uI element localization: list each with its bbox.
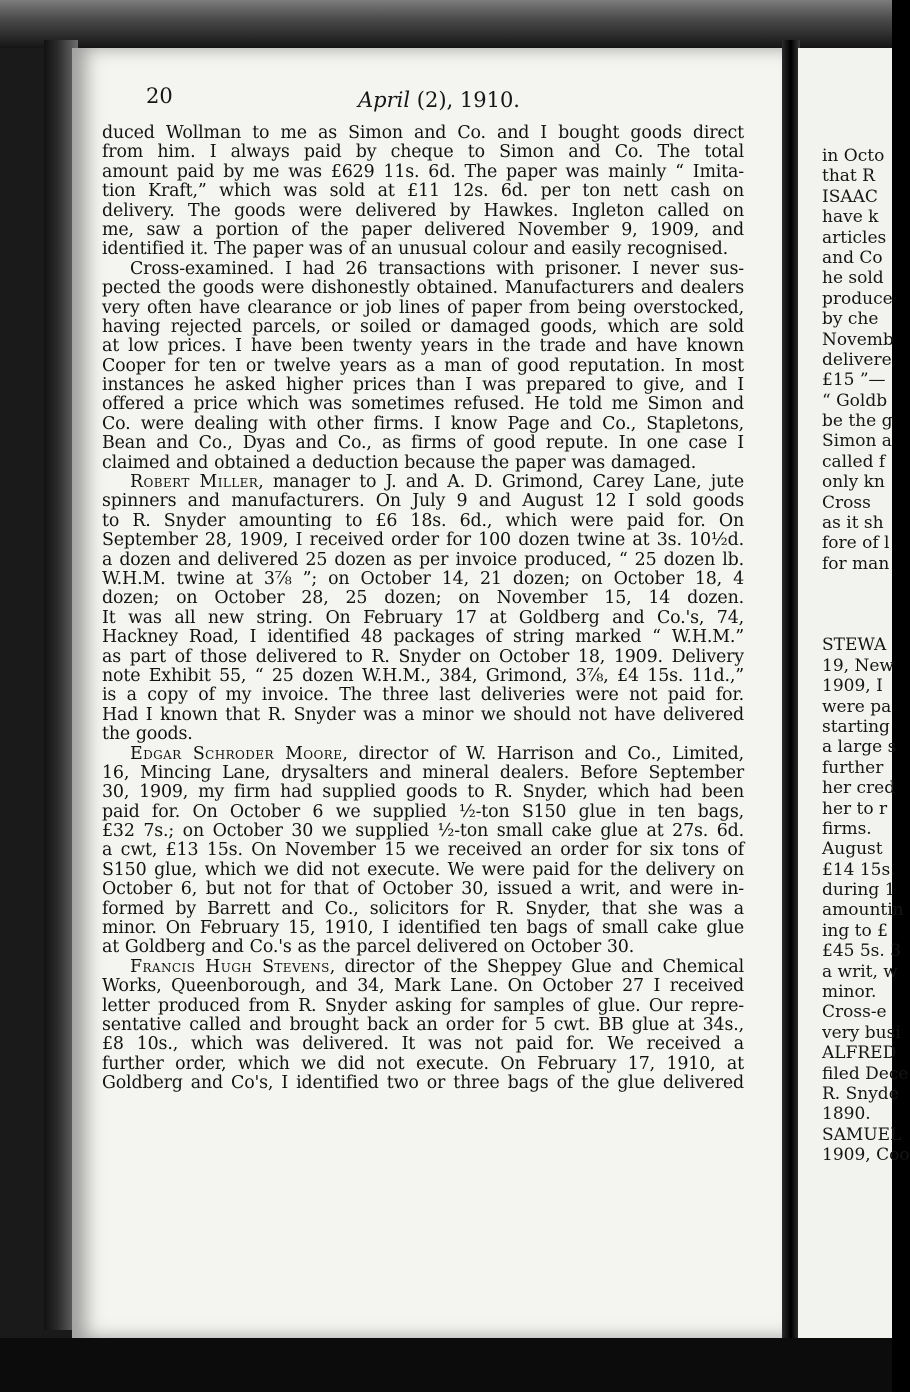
text-line: October 6, but not for that of October 30, issued a writ, and were in- [102, 879, 744, 900]
right-text-fragment: 1909, I [822, 676, 883, 697]
running-head-month: April [358, 88, 411, 112]
text-line: letter produced from R. Snyder asking for samples of glue. Our repre- [102, 995, 744, 1016]
text-line: Goldberg and Co's, I identified two or three bags of the glue delivered [102, 1073, 744, 1094]
right-text-fragment: amountin [822, 900, 904, 921]
right-text-fragment: Novemb [822, 329, 894, 350]
right-text-fragment: during 1 [822, 880, 896, 901]
right-text-fragment [822, 595, 902, 615]
right-text-fragment: he sold [822, 268, 884, 289]
text-line: dozen; on October 28, 25 dozen; on November 15, 14 dozen. [102, 588, 744, 609]
right-text-fragment: R. Snyde [822, 1083, 899, 1104]
text-line: delivery. The goods were delivered by Hawkes. Ingleton called on [102, 200, 744, 221]
right-text-fragment: starting [822, 716, 890, 737]
text-line: tion Kraft,” which was sold at £11 12s. 6d. per ton nett cash on [102, 181, 744, 202]
text-line: spinners and manufacturers. On July 9 and August 12 I sold goods [102, 491, 744, 512]
text-line: from him. I always paid by cheque to Simon and Co. The total [102, 142, 744, 163]
right-text-fragment: £15 ”— [822, 370, 886, 391]
text-line: instances he asked higher prices than I was prepared to give, and I [102, 375, 744, 396]
text-line: 16, Mincing Lane, drysalters and mineral dealers. Before September [102, 762, 744, 783]
text-line [102, 958, 744, 977]
right-text-fragment: firms. [822, 818, 872, 839]
right-text-fragment: August [822, 839, 883, 860]
text-line: at Goldberg and Co.'s as the parcel delivered on October 30. [102, 937, 635, 958]
right-text-fragment: SAMUEL [822, 1124, 902, 1145]
text-line: having rejected parcels, or soiled or damaged goods, which are sold [102, 316, 744, 337]
text-line: claimed and obtained a deduction because the paper was damaged. [102, 452, 697, 473]
text-line: is a copy of my invoice. The three last deliveries were not paid for. [102, 685, 744, 706]
right-text-fragment: her cred [822, 778, 896, 799]
right-text-fragment: STEWA [822, 635, 887, 656]
text-line: further order, which we did not execute. On February 17, 1910, at [102, 1053, 744, 1074]
text-line: Works, Queenborough, and 34, Mark Lane. On October 27 I received [102, 976, 744, 997]
text-line: as part of those delivered to R. Snyder on October 18, 1909. Delivery [102, 646, 744, 667]
right-text-fragment: be the g [822, 411, 893, 432]
text-line: a cwt, £13 15s. On November 15 we received an order for six tons of [102, 840, 744, 861]
right-text-fragment: in Octo [822, 146, 885, 166]
text-line: W.H.M. twine at 3⅞ ”; on October 14, 21 dozen; on October 18, 4 [102, 568, 744, 589]
text-line-rest: , director of the Sheppey Glue and Chemical [329, 956, 744, 977]
right-text-fragment: further [822, 757, 884, 778]
text-line: minor. On February 15, 1910, I identified ten bags of small cake glue [102, 918, 744, 939]
right-text-fragment: her to r [822, 798, 888, 819]
text-line: the goods. [102, 724, 193, 745]
right-text-fragment: £14 15s. [822, 859, 896, 880]
right-text-fragment [822, 574, 902, 594]
text-line: £8 10s., which was delivered. It was not paid for. We received a [102, 1034, 744, 1055]
right-text-fragment: delivere [822, 349, 892, 370]
right-text-fragment: fore of l [822, 533, 890, 554]
text-line: It was all new string. On February 17 at Goldberg and Co.'s, 74, [102, 607, 744, 628]
text-line: Hackney Road, I identified 48 packages of string marked “ W.H.M.” [102, 627, 744, 648]
witness-name: Robert Miller [130, 472, 259, 493]
right-text-fragment: that R [822, 166, 875, 187]
right-text-fragment: a large s [822, 737, 897, 758]
text-line: duced Wollman to me as Simon and Co. and I bought goods direct [102, 123, 744, 143]
right-text-fragment: only kn [822, 472, 885, 493]
text-line: me, saw a portion of the paper delivered November 9, 1909, and [102, 219, 744, 240]
right-text-fragment: ALFRED [822, 1043, 897, 1064]
right-text-fragment: were pa [822, 696, 892, 717]
text-line: note Exhibit 55, “ 25 dozen W.H.M., 384, Grimond, 3⅞, £4 15s. 11d.,” [102, 665, 744, 686]
right-text-fragment: 19, New [822, 655, 894, 676]
right-text-fragment: minor. [822, 982, 877, 1003]
right-text-fragment: articles [822, 227, 887, 248]
text-line: a dozen and delivered 25 dozen as per invoice produced, “ 25 dozen lb. [102, 549, 744, 570]
witness-name: Edgar Schroder Moore [130, 743, 343, 764]
text-line: September 28, 1909, I received order for 100 dozen twine at 3s. 10½d. [102, 530, 744, 551]
running-head-date-rest: (2), 1910. [410, 88, 520, 112]
text-line-rest: , manager to J. and A. D. Grimond, Carey Lane, jute [258, 472, 744, 493]
right-text-fragment: and Co [822, 247, 883, 268]
left-page-text-column [102, 124, 744, 1094]
right-text-fragment: “ Goldb [822, 390, 888, 411]
text-line-rest: , director of W. Harrison and Co., Limited, [342, 743, 744, 764]
text-line: Cross-examined. I had 26 transactions with prisoner. I never sus- [130, 258, 744, 279]
running-head-date [358, 88, 520, 112]
text-line: Co. were dealing with other firms. I know Page and Co., Stapletons, [102, 413, 744, 434]
right-text-fragment: 1890. [822, 1104, 871, 1125]
right-text-fragment: for man [822, 553, 890, 574]
text-line: S150 glue, which we did not execute. We were paid for the delivery on [102, 859, 744, 880]
text-line: Bean and Co., Dyas and Co., as firms of good repute. In one case I [102, 433, 744, 454]
text-line [102, 473, 744, 492]
text-line: to R. Snyder amounting to £6 18s. 6d., which were paid for. On [102, 510, 744, 531]
text-line: £32 7s.; on October 30 we supplied ½-ton small cake glue at 27s. 6d. [102, 821, 744, 842]
text-line [102, 745, 744, 764]
text-line: paid for. On October 6 we supplied ½-ton S150 glue in ten bags, [102, 801, 744, 822]
text-line: Had I known that R. Snyder was a minor we should not have delivered [102, 704, 744, 725]
text-line: formed by Barrett and Co., solicitors for R. Snyder, that she was a [102, 898, 744, 919]
page-header [104, 84, 744, 118]
right-text-fragment: produce [822, 288, 893, 309]
text-line: at low prices. I have been twenty years in the trade and have known [102, 336, 744, 357]
right-text-fragment: have k [822, 207, 879, 228]
right-text-fragment: as it sh [822, 513, 884, 534]
text-line: Cooper for ten or twelve years as a man of good reputation. In most [102, 355, 744, 376]
text-line: sentative called and brought back an order for 5 cwt. BB glue at 34s., [102, 1014, 744, 1035]
right-text-fragment: called f [822, 451, 886, 472]
right-text-fragment: 1909, Coo [822, 1145, 910, 1166]
page-number: 20 [146, 84, 173, 108]
text-line: 30, 1909, my firm had supplied goods to R. Snyder, which had been [102, 782, 744, 803]
right-text-fragment: ISAAC [822, 186, 878, 207]
right-text-fragment: a writ, w [822, 961, 898, 982]
text-line: amount paid by me was £629 11s. 6d. The paper was mainly “ Imita- [102, 161, 744, 182]
right-text-fragment: Cross [822, 492, 871, 513]
right-text-fragment: £45 5s. 3 [822, 941, 902, 962]
right-text-fragment: by che [822, 309, 879, 330]
right-page-text-fragments [822, 146, 910, 1166]
text-line: pected the goods were dishonestly obtained. Manufacturers and dealers [102, 278, 744, 299]
right-text-fragment: very busi [822, 1022, 901, 1043]
text-line: very often have clearance or job lines of paper from being overstocked, [102, 297, 744, 318]
text-line: identified it. The paper was of an unusual colour and easily recognised. [102, 239, 728, 260]
witness-name: Francis Hugh Stevens [130, 956, 330, 977]
right-text-fragment [822, 615, 902, 635]
right-text-fragment: ing to £ [822, 920, 888, 941]
scan-bottom-edge [0, 1338, 892, 1392]
right-text-fragment: filed Dece [822, 1063, 909, 1084]
right-text-fragment: Cross-e [822, 1002, 887, 1023]
scan-top-edge [0, 0, 892, 48]
right-text-fragment: Simon a [822, 431, 892, 452]
text-line: offered a price which was sometimes refused. He told me Simon and [102, 394, 744, 415]
